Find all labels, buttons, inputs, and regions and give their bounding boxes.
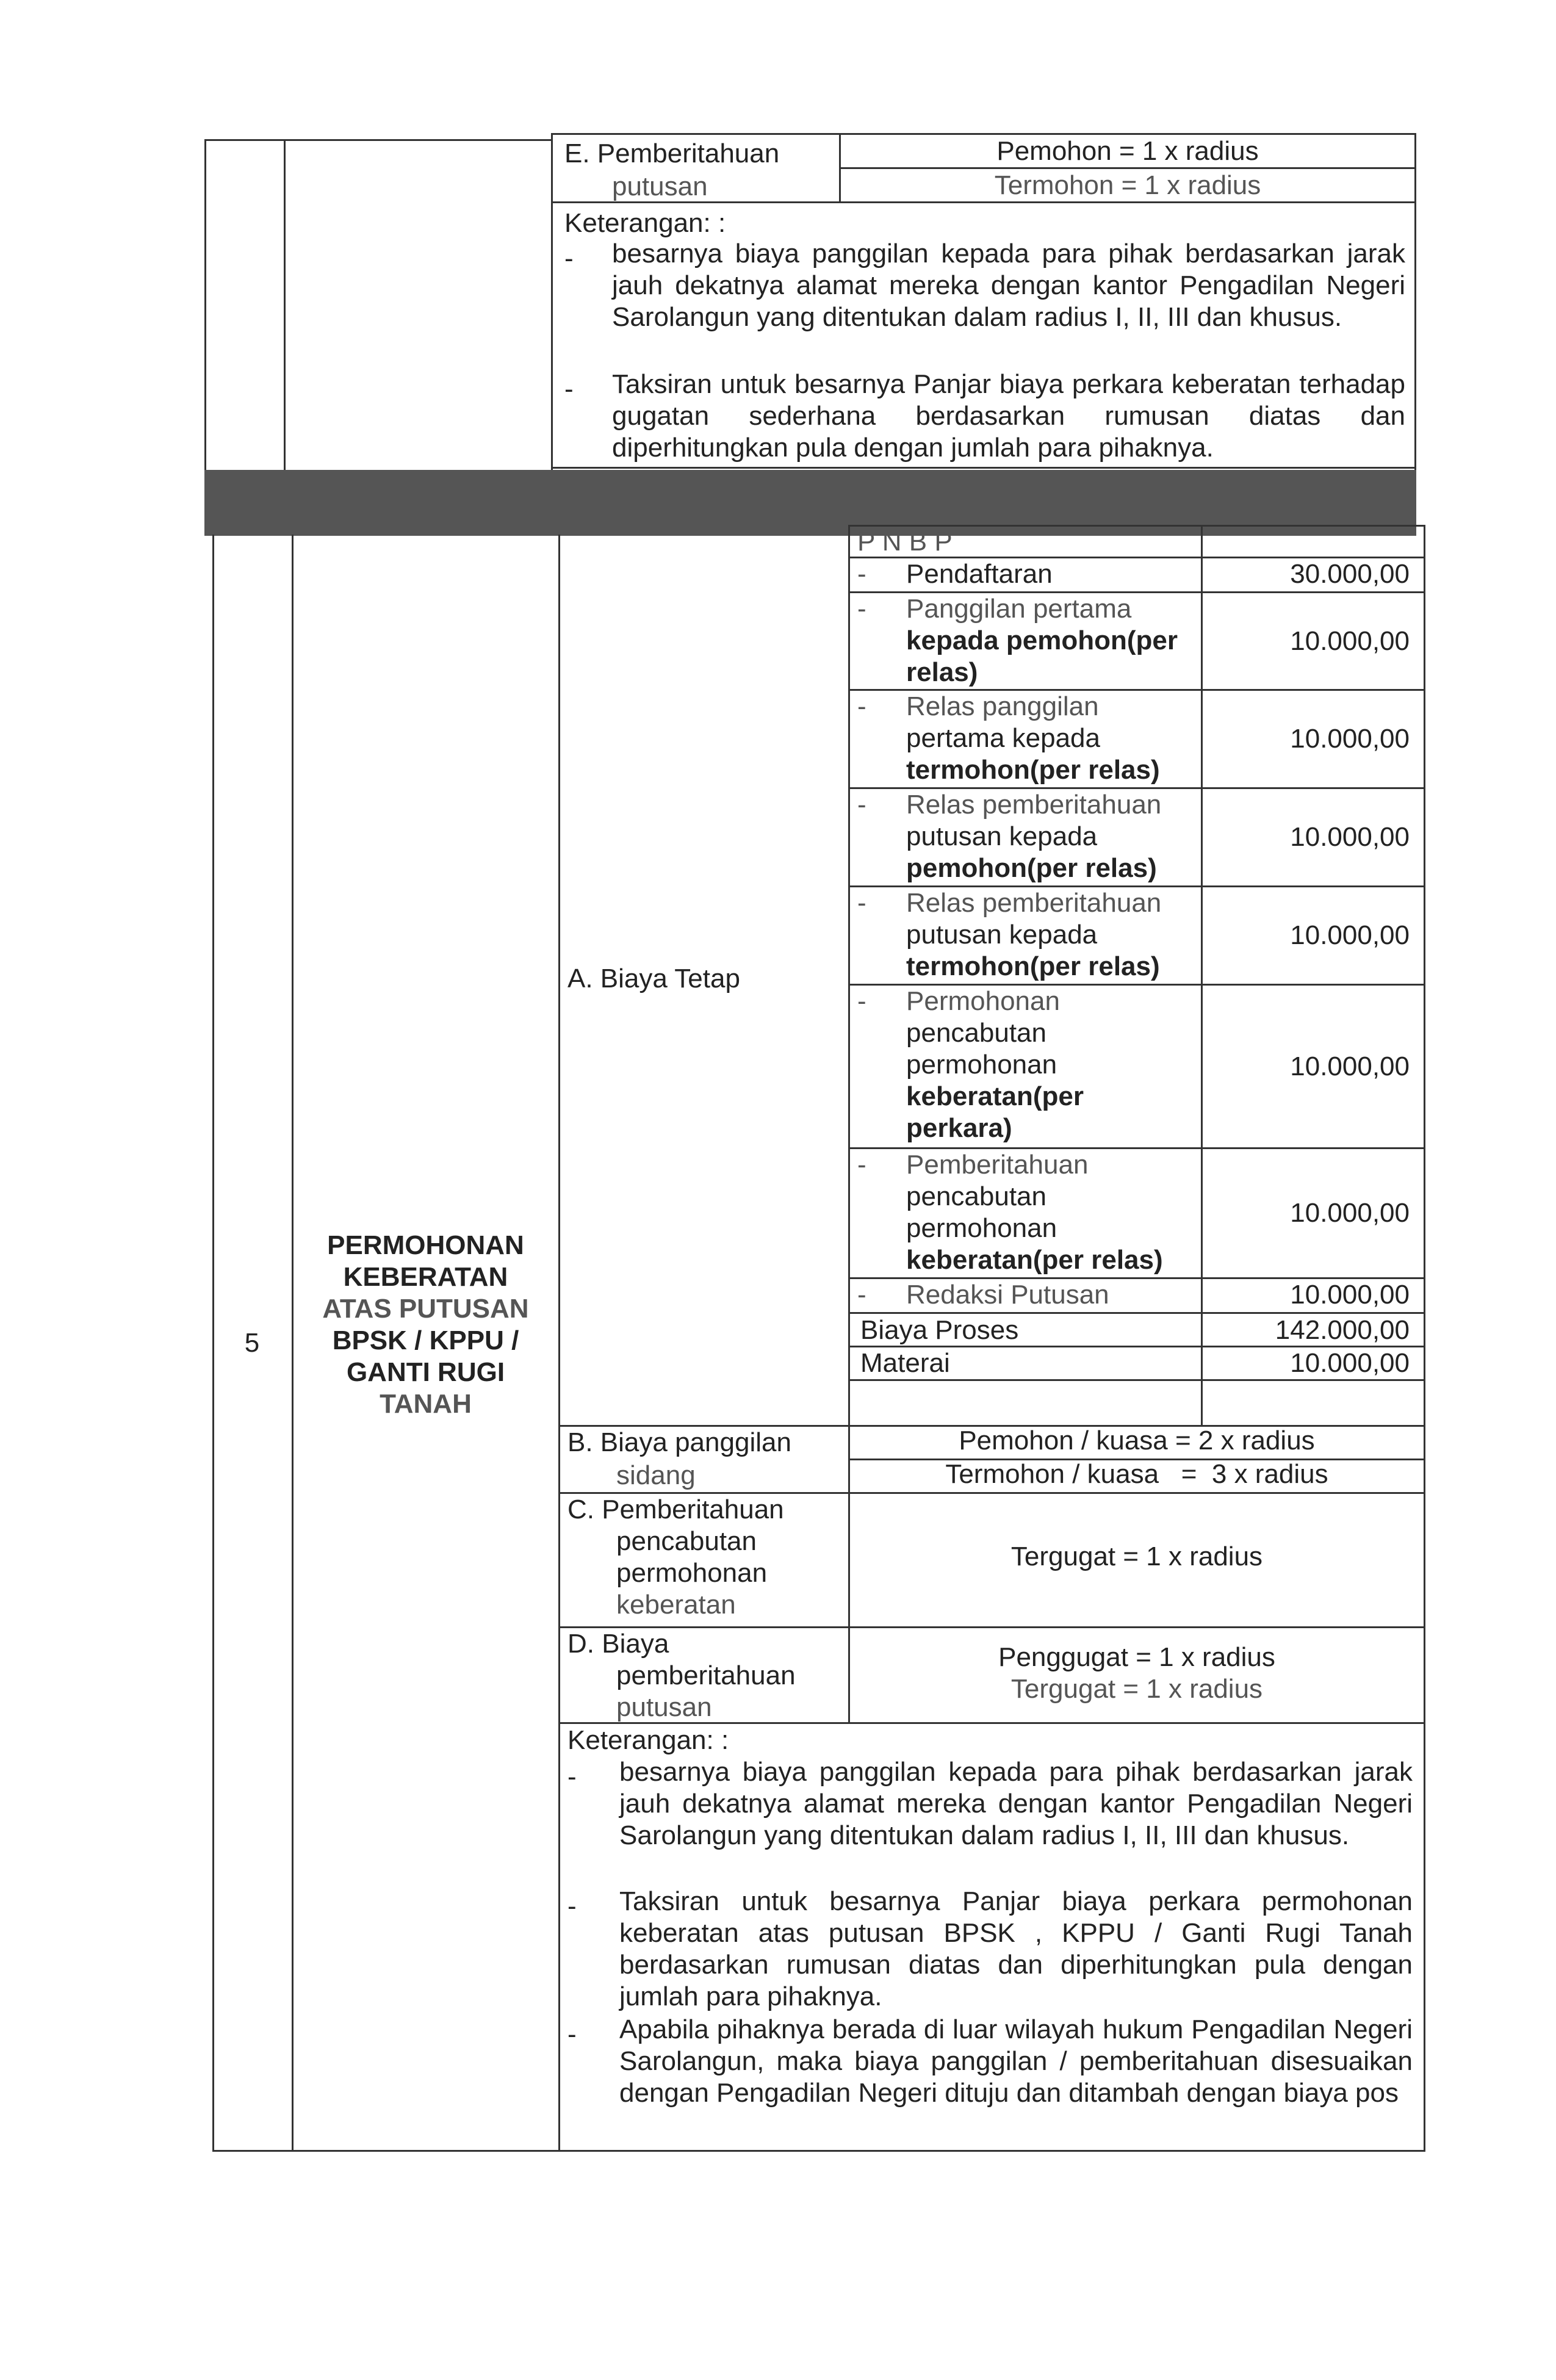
b-pemohon: Pemohon / kuasa = 2 x radius (959, 1426, 1315, 1455)
c-label-4: keberatan (616, 1590, 736, 1620)
fee-item-label: pertama kepada (906, 723, 1100, 753)
biaya-tetap-label: A. Biaya Tetap (567, 964, 740, 993)
title-line: GANTI RUGI (346, 1357, 505, 1387)
fee-item-label: pemohon(per relas) (906, 853, 1157, 883)
d-label-2: pemberitahuan (616, 1661, 796, 1690)
fee-item-label: perkara) (906, 1113, 1012, 1143)
fee-item-label: keberatan(per relas) (906, 1245, 1163, 1275)
fee-item-label: Relas pemberitahuan (906, 790, 1162, 820)
row-e-label-cont: putusan (612, 171, 708, 201)
materai-label: Materai (860, 1348, 950, 1378)
fee-item-label: termohon(per relas) (906, 951, 1160, 981)
fee-dash: - (857, 986, 866, 1016)
d-label-1: D. Biaya (567, 1629, 669, 1659)
fee-item-label: Relas pemberitahuan (906, 888, 1162, 918)
fee-item-label: pencabutan (906, 1018, 1046, 1048)
fee-dash: - (857, 594, 866, 624)
title-line: ATAS PUTUSAN (322, 1294, 529, 1324)
termohon-radius: Termohon = 1 x radius (994, 170, 1261, 200)
fee-item-label: Permohonan (906, 986, 1060, 1016)
biaya-proses-value: 142.000,00 (1275, 1315, 1410, 1345)
section-title (293, 1230, 558, 1420)
top-note-2: Taksiran untuk besarnya Panjar biaya perkara keberatan terhadap gugatan sederhana berdasarkan rumusan diatas dan diperhitungkan pula dengan jumlah para pihaknya. (612, 369, 1405, 463)
fee-dash: - (857, 888, 866, 918)
d-value-1: Penggugat = 1 x radius (998, 1642, 1275, 1672)
title-line: PERMOHONAN (327, 1230, 524, 1260)
bullet-dash: - (567, 1762, 577, 1792)
fee-dash: - (857, 790, 866, 820)
fee-item-label: Relas panggilan (906, 691, 1099, 721)
bullet-dash: - (564, 374, 574, 404)
b-termohon: Termohon / kuasa = 3 x radius (945, 1459, 1328, 1489)
fee-item-value: 10.000,00 (1290, 920, 1410, 950)
fee-item-value: 10.000,00 (1290, 626, 1410, 656)
row-e-label: E. Pemberitahuan (564, 139, 780, 168)
fee-dash: - (857, 1280, 866, 1310)
pemohon-radius: Pemohon = 1 x radius (996, 136, 1259, 166)
fee-dash: - (857, 691, 866, 721)
biaya-proses-label: Biaya Proses (860, 1315, 1019, 1345)
fee-item-label: termohon(per relas) (906, 755, 1160, 785)
materai-value: 10.000,00 (1290, 1348, 1410, 1378)
fee-item-label: kepada pemohon(per (906, 626, 1178, 655)
biaya-panggilan-label: B. Biaya panggilan (567, 1427, 791, 1457)
biaya-panggilan-label-cont: sidang (616, 1460, 696, 1490)
fee-item-label: putusan kepada (906, 821, 1098, 851)
title-line: BPSK / KPPU / (332, 1325, 519, 1355)
fee-item-label: Pendaftaran (906, 559, 1053, 589)
d-label-3: putusan (616, 1692, 712, 1722)
fee-dash: - (857, 559, 866, 589)
c-label-1: C. Pemberitahuan (567, 1495, 784, 1524)
fee-item-value: 10.000,00 (1290, 1280, 1410, 1310)
c-label-2: pencabutan (616, 1526, 757, 1556)
fee-item-label: keberatan(per (906, 1081, 1084, 1111)
bullet-dash: - (567, 1891, 577, 1921)
pnbp-header: P N B P (857, 527, 953, 557)
d-value-2: Tergugat = 1 x radius (1010, 1674, 1263, 1704)
fee-item-label: Panggilan pertama (906, 594, 1132, 624)
c-value: Tergugat = 1 x radius (1010, 1542, 1263, 1571)
fee-item-label: relas) (906, 657, 978, 687)
bullet-dash: - (564, 243, 574, 273)
section-note-3: Apabila pihaknya berada di luar wilayah hukum Pengadilan Negeri Sarolangun, maka biaya panggilan / pemberitahuan disesuaikan dengan Pengadilan Negeri dituju dan ditambah dengan biaya pos (619, 2014, 1413, 2108)
section-note-1: besarnya biaya panggilan kepada para pihak berdasarkan jarak jauh dekatnya alamat mereka dengan kantor Pengadilan Negeri Sarolangun yang ditentukan dalam radius I, II, III dan khusus. (619, 1757, 1413, 1850)
title-line: KEBERATAN (343, 1262, 508, 1292)
keterangan-label: Keterangan: : (564, 208, 726, 238)
section-keterangan-label: Keterangan: : (567, 1725, 729, 1755)
fee-item-label: pencabutan (906, 1181, 1046, 1211)
fee-item-value: 30.000,00 (1290, 559, 1410, 589)
fee-item-label: putusan kepada (906, 920, 1098, 950)
fee-item-label: permohonan (906, 1050, 1057, 1080)
fee-item-value: 10.000,00 (1290, 1198, 1410, 1228)
fee-item-value: 10.000,00 (1290, 724, 1410, 754)
fee-item-value: 10.000,00 (1290, 1051, 1410, 1081)
fee-dash: - (857, 1150, 866, 1180)
section-note-2: Taksiran untuk besarnya Panjar biaya perkara permohonan keberatan atas putusan BPSK , KPPU / Ganti Rugi Tanah berdasarkan rumusan diatas dan diperhitungkan pula dengan jumlah para pihaknya. (619, 1886, 1413, 2011)
fee-item-label: Pemberitahuan (906, 1150, 1089, 1180)
fee-item-value: 10.000,00 (1290, 822, 1410, 852)
bullet-dash: - (567, 2019, 577, 2049)
c-label-3: permohonan (616, 1558, 768, 1588)
top-note-1: besarnya biaya panggilan kepada para pihak berdasarkan jarak jauh dekatnya alamat mereka dengan kantor Pengadilan Negeri Sarolangun yang ditentukan dalam radius I, II, III dan khusus. (612, 239, 1405, 332)
section-number: 5 (244, 1328, 260, 1358)
title-line: TANAH (380, 1389, 472, 1419)
fee-item-label: Redaksi Putusan (906, 1280, 1109, 1310)
fee-item-label: permohonan (906, 1213, 1057, 1243)
